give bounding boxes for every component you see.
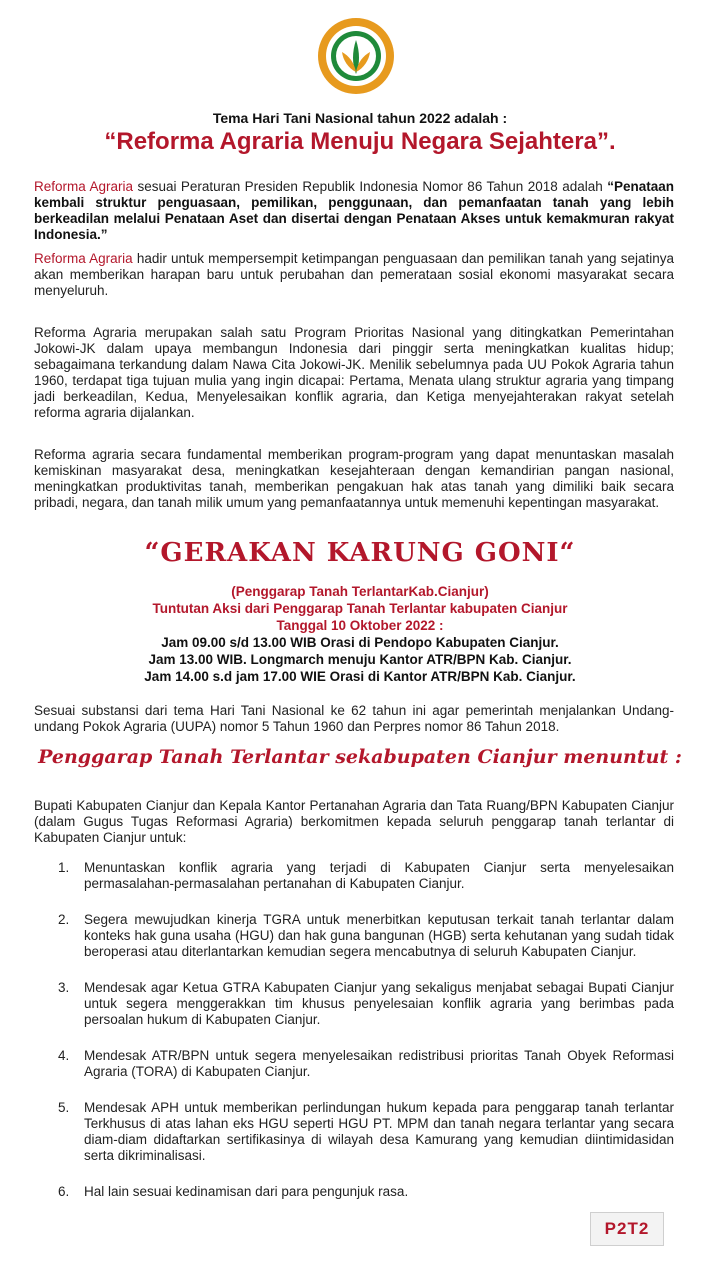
list-item bbox=[34, 860, 674, 892]
term-reforma-agraria: Reforma Agraria bbox=[34, 179, 133, 194]
item-text: Hal lain sesuai kedinamisan dari para pengunjuk rasa. bbox=[84, 1184, 409, 1199]
paragraph-commitment: Bupati Kabupaten Cianjur dan Kepala Kantor Pertanahan Agraria dan Tata Ruang/BPN Kabupaten Cianjur (dalam Gugus Tugas Reformasi Agraria) berkomitmen kepada seluruh penggarap tanah terlantar di Kabupaten Cianjur untuk: bbox=[34, 798, 674, 845]
list-item bbox=[34, 980, 674, 1028]
paragraph-text: hadir untuk mempersempit ketimpangan penguasaan dan pemilikan tanah yang sejatinya akan memberikan harapan baru untuk perubahan dan pemerataan sosial ekonomi masyarakat secara menyeluruh. bbox=[34, 251, 674, 298]
movement-title: “GERAKAN KARUNG GONI“ bbox=[144, 538, 576, 568]
organization-logo bbox=[316, 16, 396, 96]
item-number: 1. bbox=[58, 860, 70, 875]
paragraph-text: sesuai Peraturan Presiden Republik Indonesia Nomor 86 Tahun 2018 adalah bbox=[133, 179, 608, 194]
paragraph-fundamental: Reforma agraria secara fundamental memberikan program-program yang dapat menuntaskan masalah kemiskinan masyarakat desa, meningkatkan kesejahteraan dengan kemandirian pangan nasional, meningkatkan produktivitas tanah, memberikan pengakuan hak atas tanah yang dimiliki baik secara pribadi, negara, dan tanah milik umum yang pemanfaatannya untuk memenuhi kepentingan masyarakat. bbox=[34, 447, 674, 510]
paragraph-definition bbox=[34, 179, 674, 243]
item-text: Menuntaskan konflik agraria yang terjadi di Kabupaten Cianjur serta menyelesaikan permasalahan-permasalahan pertanahan di Kabupaten Cianjur. bbox=[84, 860, 674, 891]
schedule-item: Jam 14.00 s.d jam 17.00 WIE Orasi di Kantor ATR/BPN Kab. Cianjur. bbox=[144, 669, 576, 684]
theme-title: “Reforma Agraria Menuju Negara Sejahtera”. bbox=[104, 128, 616, 155]
item-number: 3. bbox=[58, 980, 70, 995]
term-reforma-agraria: Reforma Agraria bbox=[34, 251, 133, 266]
event-organizer: (Penggarap Tanah TerlantarKab.Cianjur) bbox=[231, 584, 489, 599]
list-item bbox=[34, 1048, 674, 1080]
schedule-item: Jam 09.00 s/d 13.00 WIB Orasi di Pendopo Kabupaten Cianjur. bbox=[161, 635, 559, 650]
p2t2-badge: P2T2 bbox=[590, 1212, 664, 1246]
item-number: 6. bbox=[58, 1184, 70, 1199]
demand-heading: Penggarap Tanah Terlantar sekabupaten Cianjur menuntut : bbox=[38, 746, 682, 768]
schedule-item: Jam 13.00 WIB. Longmarch menuju Kantor ATR/BPN Kab. Cianjur. bbox=[148, 652, 572, 667]
list-item bbox=[34, 1184, 674, 1200]
paragraph-program: Reforma Agraria merupakan salah satu Program Prioritas Nasional yang ditingkatkan Pemerintahan Jokowi-JK dalam upaya membangun Indonesia dari pinggir serta meningkatkan kualitas hidup; sebagaimana terkandung dalam Nawa Cita Jokowi-JK. Menilik sebelumnya pada UU Pokok Agraria tahun 1960, terdapat tiga tujuan mulia yang ingin dicapai: Pertama, Menata ulang struktur agraria yang timpang jadi berkeadilan, Kedua, Menyelesaikan konflik agraria, dan Ketiga menyejahterakan rakyat setelah reforma agraria dijalankan. bbox=[34, 325, 674, 420]
item-number: 4. bbox=[58, 1048, 70, 1063]
item-text: Mendesak APH untuk memberikan perlindungan hukum kepada para penggarap tanah terlantar Terkhusus di atas lahan eks HGU seperti HGU PT. MPM dan tanah negara terlantar yang secara diam-diam didaftarkan sertifikasinya di wilayah desa Kamurang yang kemudian diintimidasidan serta dikriminalisasi. bbox=[84, 1100, 674, 1163]
demands-list bbox=[34, 860, 674, 1220]
event-demand-line: Tuntutan Aksi dari Penggarap Tanah Terlantar kabupaten Cianjur bbox=[152, 601, 568, 616]
definition-quote: “Penataan kembali struktur penguasaan, pemilikan, penggunaan, dan pemanfaatan tanah yang lebih berkeadilan melalui Penataan Aset dan disertai dengan Penataan Akses untuk kemakmuran rakyat Indonesia.” bbox=[34, 179, 675, 242]
event-block bbox=[0, 583, 720, 685]
paragraph-purpose bbox=[34, 251, 674, 299]
item-number: 2. bbox=[58, 912, 70, 927]
list-item bbox=[34, 912, 674, 960]
item-text: Mendesak agar Ketua GTRA Kabupaten Cianjur yang sekaligus menjabat sebagai Bupati Cianjur untuk segera menggerakkan tim khusus penyelesaian konflik agraria yang berimbas pada persoalan hukum di Kabupaten Cianjur. bbox=[84, 980, 674, 1027]
theme-subtitle: Tema Hari Tani Nasional tahun 2022 adalah : bbox=[212, 110, 508, 126]
paragraph-substance: Sesuai substansi dari tema Hari Tani Nasional ke 62 tahun ini agar pemerintah menjalankan Undang-undang Pokok Agraria (UUPA) nomor 5 Tahun 1960 dan Perpres nomor 86 Tahun 2018. bbox=[34, 703, 674, 734]
list-item bbox=[34, 1100, 674, 1164]
item-number: 5. bbox=[58, 1100, 70, 1115]
item-text: Mendesak ATR/BPN untuk segera menyelesaikan redistribusi prioritas Tanah Obyek Reformasi Agraria (TORA) di Kabupaten Cianjur. bbox=[84, 1048, 674, 1079]
item-text: Segera mewujudkan kinerja TGRA untuk menerbitkan keputusan terkait tanah terlantar dalam konteks hak guna usaha (HGU) dan hak guna bangunan (HGB) serta kehutanan yang sudah tidak beroperasi atau diterlantarkan kemudian segera mencabutnya di seluruh Kabupaten Cianjur. bbox=[84, 912, 674, 959]
event-date: Tanggal 10 Oktober 2022 : bbox=[276, 618, 444, 633]
